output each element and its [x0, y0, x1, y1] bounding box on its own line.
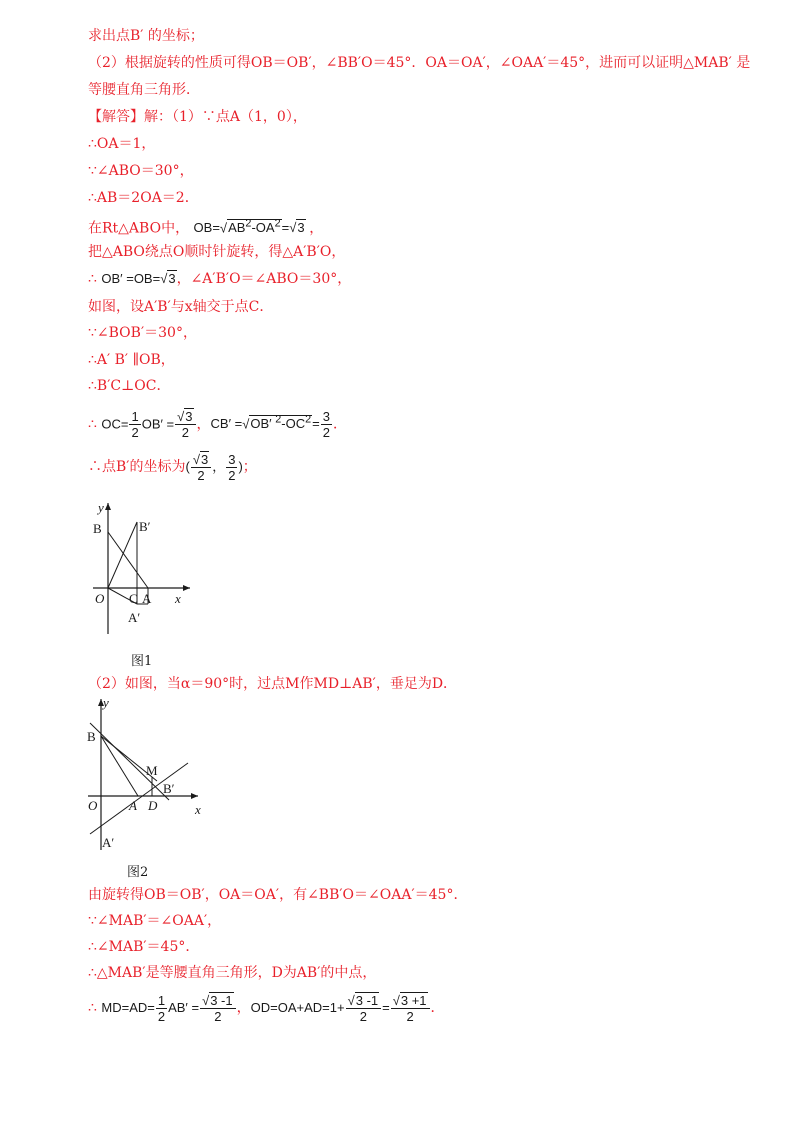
line-17: （2）如图，当α＝90°时，过点M作MD⊥AB′，垂足为D．: [88, 676, 458, 692]
fig2-label-Ap: A′: [102, 835, 115, 850]
fraction-3-over-2: $\frac{3}{2}$: [322, 408, 330, 440]
fraction-root3-over-2: $\frac{√3}{2}$: [175, 409, 195, 440]
line-8-prefix: 在Rt△ABO中，: [88, 220, 190, 237]
line-6: ∵∠ABO＝30°，: [88, 163, 194, 179]
fig2-label-O: O: [88, 798, 98, 813]
fig2-label-B: B: [87, 729, 96, 744]
line-8: 在Rt△ABO中， $OB=√AB^2-OA^2=√3$ ，: [88, 218, 324, 237]
line-1: 求出点B′ 的坐标；: [88, 28, 204, 44]
line-14: ∴B′C⊥OC．: [88, 378, 171, 394]
line-7: ∴AB＝2OA＝2．: [88, 190, 199, 206]
line-20: ∴∠MAB′＝45°．: [88, 939, 200, 955]
fig2-label-x: x: [195, 802, 201, 817]
figure-1-caption: 图1: [131, 654, 153, 669]
line-3: 等腰直角三角形．: [88, 82, 200, 98]
md-formula: MD=AD=: [101, 1000, 155, 1015]
figure-1: [85, 495, 215, 645]
fig2-label-D: D: [148, 798, 158, 813]
fig1-label-C: C: [129, 591, 138, 606]
line-22: ∴ MD=AD= $\frac{1}{2}$ AB′ = $\frac{√3 -1}{2}$ ，OD=OA+AD=1+ $\frac{√3 -1}{2}$ = $\frac{√3 +1}{2}$ ．: [88, 992, 445, 1024]
obp-formula: OB′ =OB=√3: [101, 271, 176, 286]
line-21: ∴△MAB′是等腰直角三角形，D为AB′的中点，: [88, 965, 377, 981]
fraction-root3-plus-1: $\frac{√3 +1}{2}$: [391, 993, 430, 1024]
line-5: ∴OA＝1，: [88, 136, 156, 152]
line-19: ∵∠MAB′＝∠OAA′，: [88, 913, 222, 929]
line-15: ∴ OC= $\frac{1}{2}$ OB′ = $\frac{√3}{2}$ ，CB′ =√OB′ $^2-OC^2=$ $\frac{3}{2}$ ．: [88, 408, 347, 440]
fig1-label-B: B: [93, 521, 102, 536]
figure-2-caption: 图2: [127, 865, 149, 880]
figure-2: [82, 695, 217, 855]
line-4: [88, 107, 307, 127]
fig2-label-Bp: B′: [163, 781, 175, 796]
fraction-half: $\frac{1}{2}$: [131, 408, 139, 440]
answer-intro: 解：（1）∵点A（1，0），: [144, 109, 307, 125]
fig1-label-y: y: [98, 500, 104, 515]
fig1-label-A: A: [142, 591, 152, 606]
line-12: ∵∠BOB′＝30°，: [88, 325, 197, 341]
answer-label: 【解答】: [88, 109, 144, 125]
ob-formula: $OB=√AB^2-OA^2=√3$: [193, 218, 305, 236]
coord-y: $\frac{3}{2}$: [228, 451, 236, 483]
cbp-formula: CB′ =√OB′ $^2-OC^2=$: [210, 414, 320, 432]
fig2-label-M: M: [146, 763, 158, 778]
fig1-label-Ap: A′: [128, 610, 141, 625]
line-16: ∴点B′的坐标为( $\frac{√3}{2}$ ， $\frac{3}{2}$ )；: [88, 451, 257, 483]
fig1-label-O: O: [95, 591, 105, 606]
line-13: ∴A′ B′ ∥OB，: [88, 352, 175, 368]
fig1-label-x: x: [175, 591, 181, 606]
fraction-root3-minus-1: $\frac{√3 -1}{2}$: [200, 993, 236, 1024]
fig1-label-Bp: B′: [139, 519, 151, 534]
coord-x: $\frac{√3}{2}$: [191, 452, 211, 483]
line-10: ∴ OB′ =OB=√3，∠A′B′O＝∠ABO＝30°，: [88, 271, 352, 287]
fig2-label-y: y: [103, 695, 109, 710]
line-9: 把△ABO绕点O顺时针旋转，得△A′B′O，: [88, 244, 346, 260]
line-11: 如图，设A′B′与x轴交于点C．: [88, 299, 274, 315]
fig2-label-A: A: [129, 798, 137, 813]
line-18: 由旋转得OB＝OB′，OA＝OA′，有∠BB′O＝∠OAA′＝45°．: [88, 887, 468, 903]
od-formula: OD=OA+AD=1+: [250, 1000, 345, 1015]
line-2: （2）根据旋转的性质可得OB＝OB′，∠BB′O＝45°．OA＝OA′，∠OAA′＝45°，进而可以证明△MAB′ 是: [88, 55, 751, 71]
oc-formula: OC=: [101, 416, 129, 432]
